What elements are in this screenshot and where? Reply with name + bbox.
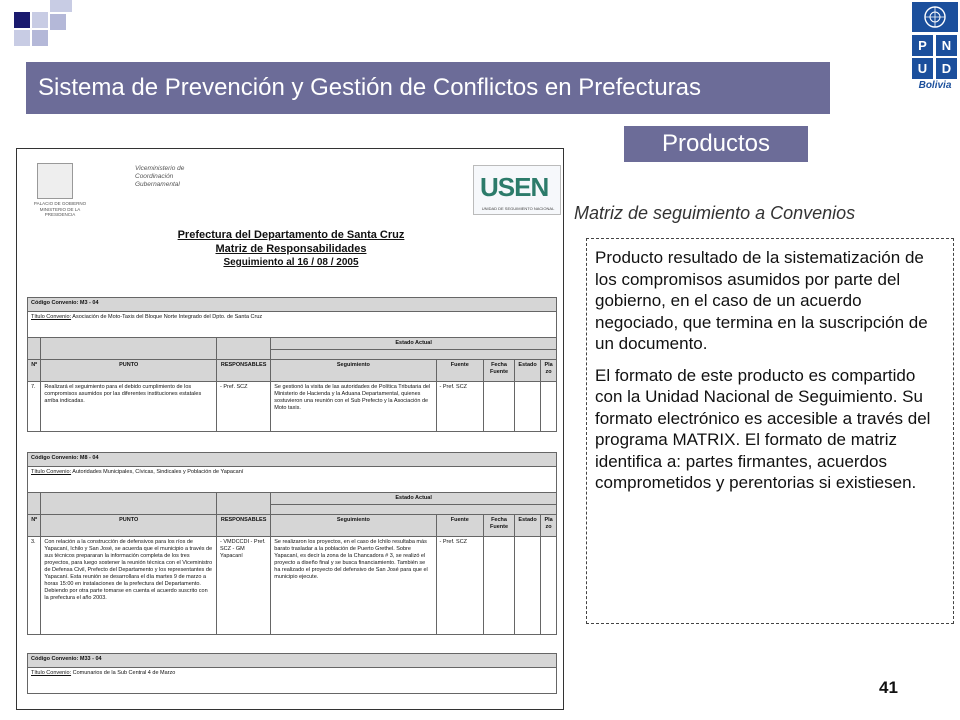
col-responsables: RESPONSABLES [217, 515, 271, 537]
doc-date: Seguimiento al 16 / 08 / 2005 [223, 257, 359, 268]
convenio-title: Título Convenio: Autoridades Municipales, Cívicas, Sindicales y Población de Yapacaní [28, 467, 557, 493]
usen-logo [473, 165, 561, 215]
pnud-logo [912, 2, 958, 98]
logo-letter: N [936, 35, 957, 56]
col-fecha-fuente: Fecha Fuente [484, 515, 515, 537]
doc-title: Prefectura del Departamento de Santa Cruz [177, 229, 405, 241]
table-row: 7. Realizará el seguimiento para el debido cumplimiento de los compromisos asumidos por las diferentes instituciones estatales arriba indicadas. - Pref. SCZ Se gestionó la visita de las autoridades de Política Tributaria del Ministerio de Hacienda y la Aduana Departamental, quienes sostuvieron una reunión con el Sub Prefecto y la Asociación de Moto taxis. - Pref. SCZ [28, 382, 557, 432]
logo-country: Bolivia [918, 80, 952, 91]
convenio-title: Título Convenio: Asociación de Moto-Taxis del Bloque Norte Integrado del Dpto. de Santa Cruz [28, 312, 557, 338]
document-image [16, 148, 564, 710]
product-subtitle: Matriz de seguimiento a Convenios [574, 203, 856, 223]
col-plazo: Pla zo [541, 515, 557, 537]
corner-square [14, 30, 30, 46]
slide-title: Sistema de Prevención y Gestión de Conflictos en Prefecturas [26, 62, 830, 114]
doc-subtitle: Matriz de Responsabilidades [215, 243, 367, 255]
usen-logo-text: USEN [480, 172, 549, 202]
corner-square [50, 14, 66, 30]
col-number: Nº [28, 515, 41, 537]
viceministry-title: Viceministerio de Coordinación Gubernamental [135, 165, 185, 188]
convenio-title: Título Convenio: Comunarios de la Sub Central 4 de Marzo [28, 668, 557, 694]
logo-letter: U [912, 58, 933, 79]
description-paragraph: El formato de este producto es compartido con la Unidad Nacional de Seguimiento. Su formato electrónico es accesible a través del programa MATRIX. El formato de matriz identifica a: partes firmantes, acuerdos comprometidos y perentorias si existiesen. [595, 365, 931, 492]
convenio-table [27, 297, 557, 432]
table-row: 3. Con relación a la construcción de defensivos para los ríos de Yapacaní, Ichilo y San José, se acuerda que el municipio a través de sus técnicos prepararan la información completa de los tres proyectos, para luego sostener la reunión técnica con el Viceministro de Defensa Civil, Prefecto del Departamento y los representantes de Yapacaní. Esta reunión se desarrollara el día martes 9 de marzo a horas 15:00 en instalaciones de la prefectura del Departamento. Debiendo por otra parte tomarse en cuenta el acuerdo suscrito con la prefectura el año 2003. - VMDCCDI - Pref. SCZ - GM Yapacaní Se realizaron los proyectos, en el caso de Ichilo resultaba más barato trasladar a la población de Puerto Grethel. Sobre Yapacaní, es decir la zona de la Chancadora # 3, se realizó el proyecto a diseño final y se busca financiamiento. También se ha realizado el proyecto del defensivo de San José para que el municipio ejecute. - Pref. SCZ [28, 537, 557, 635]
col-estado: Estado [515, 360, 541, 382]
col-fuente: Fuente [436, 360, 484, 382]
government-emblem-icon [37, 163, 73, 199]
emblem-caption: PALACIO DE GOBIERNO MINISTERIO DE LA PRESIDENCIA [33, 201, 87, 217]
description-box [586, 238, 954, 624]
logo-letter: P [912, 35, 933, 56]
col-responsables: RESPONSABLES [217, 360, 271, 382]
col-punto: PUNTO [41, 360, 217, 382]
logo-letter: D [936, 58, 957, 79]
col-seguimiento: Seguimiento [271, 360, 436, 382]
convenio-table [27, 653, 557, 694]
corner-square [32, 30, 48, 46]
un-emblem-icon [912, 2, 958, 32]
col-estado-actual: Estado Actual [271, 493, 557, 505]
col-number: Nº [28, 360, 41, 382]
convenio-table [27, 452, 557, 635]
col-fecha-fuente: Fecha Fuente [484, 360, 515, 382]
col-seguimiento: Seguimiento [271, 515, 436, 537]
usen-caption: UNIDAD DE SEGUIMIENTO NACIONAL [481, 206, 555, 211]
corner-square [14, 12, 30, 28]
convenio-code: Código Convenio: M33 - 04 [28, 654, 557, 668]
col-punto: PUNTO [41, 515, 217, 537]
corner-square [50, 0, 72, 12]
col-estado: Estado [515, 515, 541, 537]
convenio-code: Código Convenio: M8 - 04 [28, 453, 557, 467]
description-paragraph: Producto resultado de la sistematización de los compromisos asumidos por parte del gobierno, en el caso de un acuerdo negociado, que termina en la suscripción de un documento. [595, 248, 928, 353]
corner-square [32, 12, 48, 28]
col-estado-actual: Estado Actual [271, 338, 557, 350]
page-number: 41 [879, 678, 898, 697]
section-label: Productos [624, 126, 808, 162]
col-fuente: Fuente [436, 515, 484, 537]
convenio-code: Código Convenio: M3 - 04 [28, 298, 557, 312]
col-plazo: Pla zo [541, 360, 557, 382]
